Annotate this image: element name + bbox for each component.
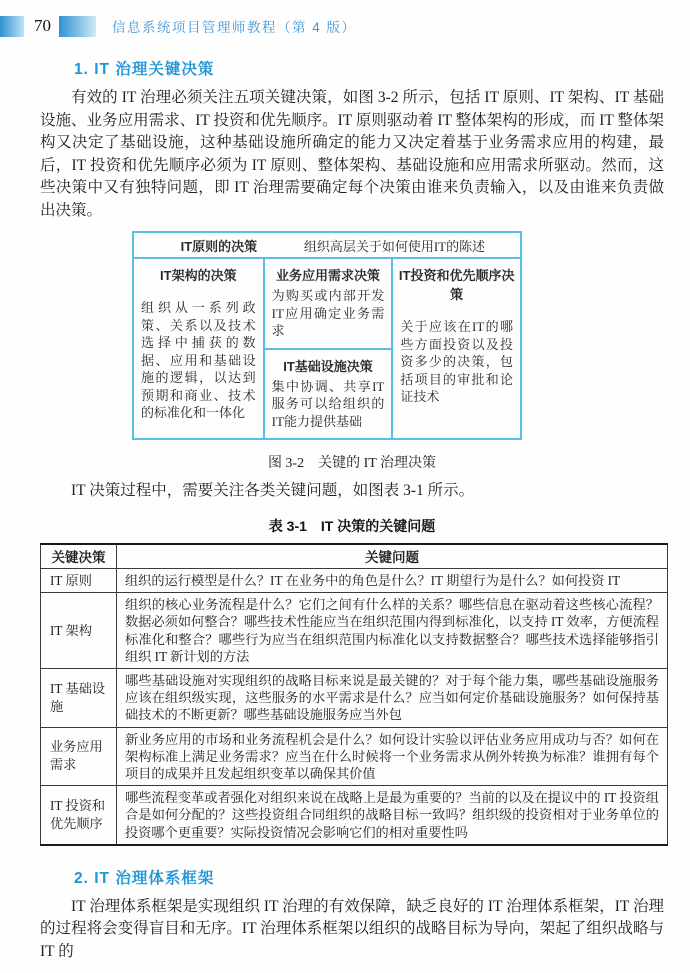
it-architecture-desc: 组织从一系列政策、关系以及技术选择中捕获的数据、应用和基础设施的逻辑，以达到预期和商业、技术的标准化和一体化 [141,300,256,420]
section-1-paragraph: 有效的 IT 治理必须关注五项关键决策，如图 3-2 所示，包括 IT 原则、IT 架构、IT 基础设施、业务应用需求、IT 投资和优先顺序。IT 原则驱动着 IT 整体架构的形成，而 IT 整体架构又决定了基础设施，这种基础设施所确定的能力又决定着基于业务需求应用的构建，最后，IT 投资和优先顺序必须为 IT 原则、整体架构、基础设施和应用需求所驱动。然而，这些决策中又有独特问题，即 IT 治理需要确定每个决策由谁来负责输入，以及由谁来负责做出决策。 [40,89,664,219]
between-paragraph: IT 决策过程中，需要关注各类关键问题，如图表 3-1 所示。 [71,482,475,499]
cell-decision: IT 架构 [41,593,117,669]
table-header-row [41,544,668,569]
it-infrastructure-desc: 集中协调、共享IT服务可以给组织的IT能力提供基础 [271,378,385,429]
table-caption: 表 3-1 IT 决策的关键问题 [268,517,436,534]
table-row [41,569,668,593]
figure-caption: 图 3-2 关键的 IT 治理决策 [267,456,437,471]
it-architecture-title: IT架构的决策 [160,268,237,283]
it-investment-desc: 关于应该在IT的哪些方面投资以及投资多少的决策，包括项目的审批和论证技术 [400,319,514,404]
table-3-1 [40,543,668,846]
diagram-middle-column [263,259,392,438]
figure-3-2 [40,231,664,472]
section-heading-2: 2. IT 治理体系框架 [74,869,215,887]
cell-question: 哪些流程变革或者强化对组织来说在战略上是最为重要的？当前的以及在提议中的 IT 投资组合是如何分配的？这些投资组合同组织的战略目标一致吗？组织级的投资相对于业务单位的投资哪个更重要？实际投资情况会影响它们的相对重要性吗 [117,786,668,845]
cell-decision: 业务应用需求 [41,727,117,786]
cell-decision: IT 原则 [41,569,117,593]
it-principles-title: IT原则的决策 [180,238,258,254]
business-app-title: 业务应用需求决策 [276,268,381,283]
page-header [0,15,690,37]
it-principles-desc: 组织高层关于如何使用IT的陈述 [303,238,486,254]
col-header-question: 关键问题 [117,544,668,569]
book-title: 信息系统项目管理师教程（第 4 版） [112,20,357,35]
cell-question: 哪些基础设施对实现组织的战略目标来说是最关键的？对于每个能力集，哪些基础设施服务应该在组织级实现，这些服务的水平需求是什么？应当如何定价基础设施服务？如何保持基础技术的不断更新？哪些基础设施服务应当外包 [117,669,668,728]
cell-decision: IT 基础设施 [41,669,117,728]
col-header-decision: 关键决策 [41,544,117,569]
header-accent-block-left [0,16,24,37]
diagram-cell-business-app [265,259,392,348]
header-accent-block-right [59,16,96,37]
diagram-columns [134,259,520,438]
table-row [41,786,668,845]
section-2-paragraph: IT 治理体系框架是实现组织 IT 治理的有效保障，缺乏良好的 IT 治理体系框架，IT 治理的过程将会变得盲目和无序。IT 治理体系框架以组织的战略目标为导向，架起了组织战略与 IT 的 [40,897,664,960]
diagram-cell-it-infrastructure [265,348,392,439]
it-investment-title: IT投资和优先顺序决策 [398,268,515,302]
governance-decisions-diagram [132,231,522,440]
bottom-margin [40,963,664,973]
cell-question: 新业务应用的市场和业务流程机会是什么？如何设计实验以评估业务应用成功与否？如何在架构标准上满足业务需求？应当在什么时候将一个业务需求从例外转换为标准？谁拥有每个项目的成果并且发起组织变革以确保其价值 [117,727,668,786]
diagram-cell-it-architecture [134,259,263,438]
table-row [41,669,668,728]
diagram-row-it-principles [134,233,520,259]
table-row [41,727,668,786]
business-app-desc: 为购买或内部开发IT应用确定业务需求 [271,288,385,338]
diagram-cell-it-investment [391,259,520,438]
page-content [0,57,690,973]
it-infrastructure-title: IT基础设施决策 [283,358,373,374]
cell-question: 组织的运行模型是什么？IT 在业务中的角色是什么？IT 期望行为是什么？如何投资 IT [117,569,668,593]
table-row [41,593,668,669]
cell-question: 组织的核心业务流程是什么？它们之间有什么样的关系？哪些信息在驱动着这些核心流程？数据必须如何整合？哪些技术性能应当在组织范围内得到标准化，以支持 IT 效率，方便流程标准化和整合？哪些行为应当在组织范围内标准化以支持数据整合？哪些技术选择能够指引组织 IT 新计划的方法 [117,593,668,669]
cell-decision: IT 投资和优先顺序 [41,786,117,845]
section-heading-1: 1. IT 治理关键决策 [74,61,215,78]
page-number: 70 [34,16,51,35]
